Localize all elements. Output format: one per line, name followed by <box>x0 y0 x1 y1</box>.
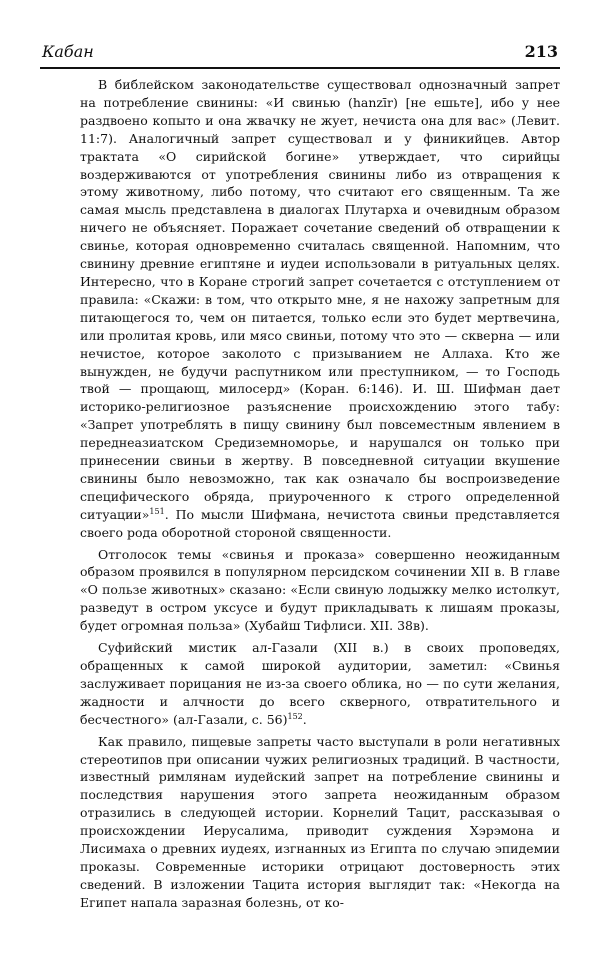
footnote-ref: 151 <box>149 506 165 516</box>
paragraph-text: Отголосок темы «свинья и проказа» совершенно неожиданным образом проявился в популярном персидском сочинении XII в. В главе «О пользе животных» сказано: «Если свиную лодыжку мелко истолкут, разведут в остром уксусе и будут прикладывать к лишаям проказы, будет огромная польза» (Хубайш Тифлиси. XII. 38в). <box>80 546 560 634</box>
paragraph <box>80 639 560 729</box>
paragraph-text: Как правило, пищевые запреты часто выступали в роли негативных стереотипов при описании чужих религиозных традиций. В частности, известный римлянам иудейский запрет на потребление свинины и последствия нарушения этого запрета неожиданным образом отразились в следующей истории. Корнелий Тацит, рассказывая о происхождении Иерусалима, приводит суждения Хэрэмона и Лисимаха о древних иудеях, изгнанных из Египта по случаю эпидемии проказы. Современные историки отрицают достоверность этих сведений. В изложении Тацита история выглядит так: «Некогда на Египет напала заразная болезнь, от ко- <box>80 733 560 910</box>
page-header <box>40 40 560 66</box>
paragraph <box>80 733 560 912</box>
paragraph-text: . <box>302 711 307 727</box>
paragraph-text: Суфийский мистик ал-Газали (XII в.) в своих проповедях, обращенных к самой широкой аудитории, заметил: «Свинья заслуживает порицания не из-за своего облика, но — по сути желания, жадности и алчности до всего скверного, отвратительного и бесчестного» (ал-Газали, с. 56) <box>80 640 560 727</box>
page-number: 213 <box>524 42 558 61</box>
footnote-ref: 152 <box>287 711 303 721</box>
header-rule <box>40 67 560 69</box>
paragraph <box>80 76 560 542</box>
paragraph <box>80 546 560 636</box>
body-text <box>80 76 560 916</box>
paragraph-text: . По мысли Шифмана, нечистота свиньи представляется своего рода оборотной стороной священности. <box>80 506 560 540</box>
paragraph-text: В библейском законодательстве существовал однозначный запрет на потребление свинины: «И свинью (hanzīr) [не ешьте], ибо у нее раздвоено копыто и она жвачку не жует, нечиста она для вас» (Левит. 11:7). Аналогичный запрет существовал и у финикийцев. Автор трактата «О сирийской богине» утверждает, что сирийцы воздерживаются от употребления свинины либо из отвращения к этому животному, либо потому, что считают его священным. Та же самая мысль представлена в диалогах Плутарха и очевидным образом ничего не объясняет. Поражает сочетание сведений об отвращении к свинье, которая одновременно считалась священной. Напомним, что свинину древние египтяне и иудеи использовали в ритуальных целях. Интересно, что в Коране строгий запрет сочетается с отступлением от правила: «Скажи: в том, что открыто мне, я не нахожу запретным для питающегося то, чем он питается, только если это будет мертвечина, или пролитая кровь, или мясо свиньи, потому что это — скверна — или нечистое, которое заколото с призыванием не Аллаха. Кто же вынужден, не будучи распутником или преступником, — то Господь твой — прощающ, милосерд» (Коран. 6:146). И. Ш. Шифман дает историко-религиозное разъяснение происхождению этого табу: «Запрет употреблять в пищу свинину был повсеместным явлением в переднеазиатском Средиземноморье, и нарушался он только при принесении свиньи в жертву. В повседневной ситуации вкушение свинины было невозможно, так как означало бы воспроизведение специфического обряда, приуроченного к строго определенной ситуации» <box>80 77 560 522</box>
running-title: Кабан <box>42 42 94 61</box>
